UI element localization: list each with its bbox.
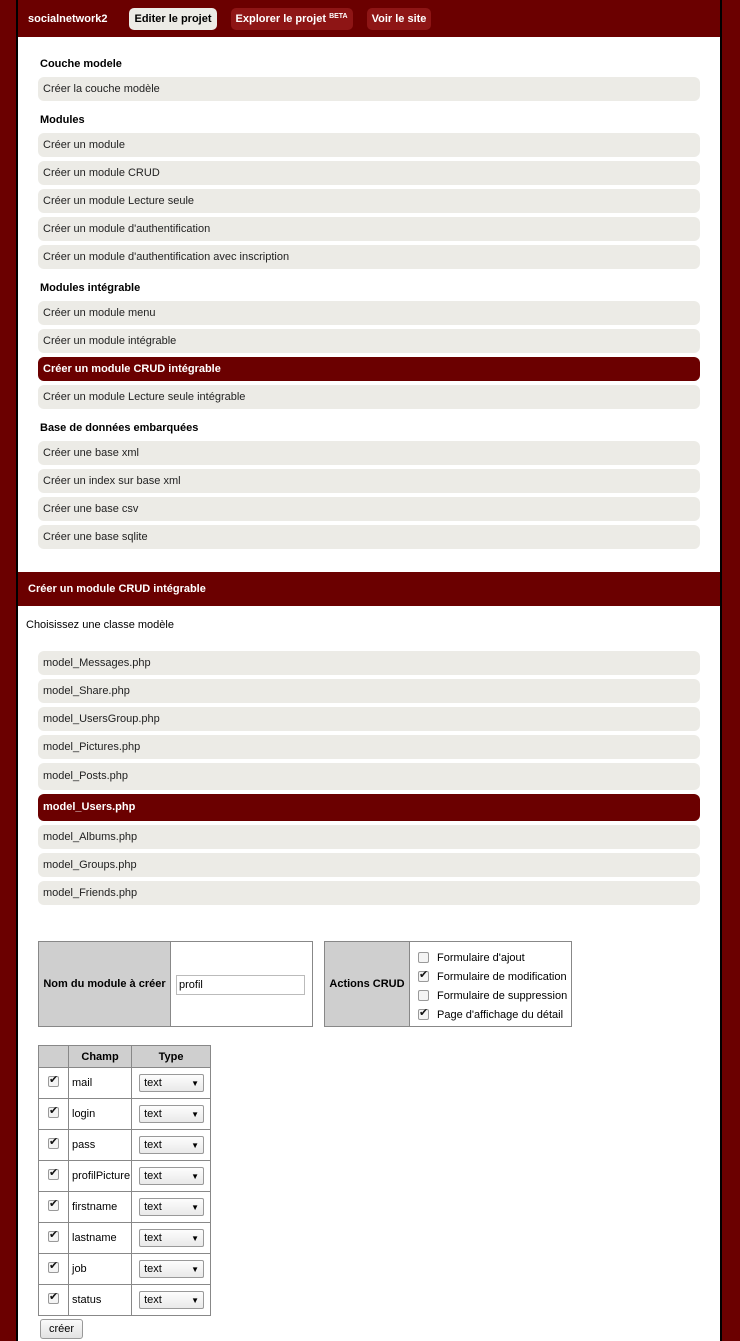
field-name: firstname	[69, 1192, 132, 1223]
dropdown-arrow-icon: ▼	[191, 1233, 200, 1243]
field-type-value: text	[144, 1077, 162, 1089]
menu-item[interactable]: Créer une base sqlite	[38, 525, 700, 549]
field-row	[39, 1223, 211, 1254]
crud-actions-box	[324, 941, 572, 1027]
crud-option-label: Formulaire de modification	[437, 970, 567, 983]
field-type-value: text	[144, 1201, 162, 1213]
model-class-item[interactable]: model_Groups.php	[38, 853, 700, 877]
field-row	[39, 1068, 211, 1099]
field-name: status	[69, 1285, 132, 1316]
crud-option[interactable]	[418, 986, 571, 1005]
crud-checkbox[interactable]	[418, 952, 429, 963]
dropdown-arrow-icon: ▼	[191, 1109, 200, 1119]
crud-checkbox[interactable]	[418, 971, 429, 982]
field-checkbox[interactable]	[48, 1138, 59, 1149]
select-column-header	[39, 1046, 69, 1068]
field-checkbox[interactable]	[48, 1262, 59, 1273]
dropdown-arrow-icon: ▼	[191, 1202, 200, 1212]
dropdown-arrow-icon: ▼	[191, 1295, 200, 1305]
field-select-cell	[39, 1285, 69, 1316]
menu-item[interactable]: Créer un module Lecture seule	[38, 189, 700, 213]
explore-project-button[interactable]	[231, 8, 353, 30]
field-checkbox[interactable]	[48, 1293, 59, 1304]
dropdown-arrow-icon: ▼	[191, 1078, 200, 1088]
crud-option-label: Formulaire d'ajout	[437, 951, 525, 964]
module-name-box	[38, 941, 313, 1027]
field-type-value: text	[144, 1232, 162, 1244]
field-type-select[interactable]	[139, 1198, 204, 1216]
field-type-cell	[132, 1223, 211, 1254]
builder-menu	[18, 37, 720, 565]
field-select-cell	[39, 1223, 69, 1254]
explore-project-label: Explorer le projet	[235, 12, 326, 25]
field-type-cell	[132, 1192, 211, 1223]
menu-item[interactable]: Créer un module	[38, 133, 700, 157]
field-name: pass	[69, 1130, 132, 1161]
module-name-cell	[171, 942, 312, 1026]
field-name: profilPicture	[69, 1161, 132, 1192]
field-type-cell	[132, 1099, 211, 1130]
field-name: mail	[69, 1068, 132, 1099]
field-type-select[interactable]	[139, 1291, 204, 1309]
field-select-cell	[39, 1130, 69, 1161]
crud-option-label: Formulaire de suppression	[437, 989, 568, 1002]
field-type-select[interactable]	[139, 1167, 204, 1185]
menu-section-title: Modules	[40, 114, 85, 126]
module-name-label: Nom du module à créer	[39, 942, 171, 1026]
type-column-header: Type	[132, 1046, 211, 1068]
model-class-item[interactable]: model_Messages.php	[38, 651, 700, 675]
menu-item[interactable]: Créer la couche modèle	[38, 77, 700, 101]
field-type-select[interactable]	[139, 1229, 204, 1247]
model-class-item[interactable]: model_Users.php	[38, 794, 700, 821]
crud-options	[410, 942, 571, 1026]
menu-item[interactable]: Créer une base xml	[38, 441, 700, 465]
field-row	[39, 1285, 211, 1316]
field-type-select[interactable]	[139, 1136, 204, 1154]
class-prompt: Choisissez une classe modèle	[26, 619, 174, 631]
beta-badge: BETA	[329, 12, 348, 20]
field-column-header: Champ	[69, 1046, 132, 1068]
project-name: socialnetwork2	[28, 12, 108, 25]
field-type-value: text	[144, 1170, 162, 1182]
field-name: login	[69, 1099, 132, 1130]
field-select-cell	[39, 1161, 69, 1192]
field-row	[39, 1254, 211, 1285]
crud-checkbox[interactable]	[418, 1009, 429, 1020]
field-checkbox[interactable]	[48, 1107, 59, 1118]
menu-item[interactable]: Créer un module d'authentification avec inscription	[38, 245, 700, 269]
crud-option-label: Page d'affichage du détail	[437, 1008, 564, 1021]
module-form	[18, 909, 720, 1335]
model-class-list	[18, 639, 720, 905]
crud-option[interactable]	[418, 948, 571, 967]
field-checkbox[interactable]	[48, 1231, 59, 1242]
dropdown-arrow-icon: ▼	[191, 1264, 200, 1274]
menu-item[interactable]: Créer un index sur base xml	[38, 469, 700, 493]
menu-item[interactable]: Créer un module d'authentification	[38, 217, 700, 241]
field-row	[39, 1099, 211, 1130]
field-checkbox[interactable]	[48, 1200, 59, 1211]
field-name: job	[69, 1254, 132, 1285]
field-row	[39, 1130, 211, 1161]
model-class-item[interactable]: model_Posts.php	[38, 763, 700, 790]
menu-item[interactable]: Créer un module CRUD	[38, 161, 700, 185]
crud-checkbox[interactable]	[418, 990, 429, 1001]
view-site-button[interactable]: Voir le site	[367, 8, 432, 30]
app-frame	[16, 0, 722, 1341]
field-type-cell	[132, 1161, 211, 1192]
edit-project-button[interactable]: Editer le projet	[129, 8, 216, 30]
field-type-value: text	[144, 1108, 162, 1120]
field-select-cell	[39, 1254, 69, 1285]
field-type-value: text	[144, 1294, 162, 1306]
model-class-item[interactable]: model_Albums.php	[38, 825, 700, 849]
field-select-cell	[39, 1099, 69, 1130]
field-checkbox[interactable]	[48, 1076, 59, 1087]
menu-item[interactable]: Créer un module CRUD intégrable	[38, 357, 700, 381]
menu-section-title: Base de données embarquées	[40, 422, 199, 434]
fields-table	[38, 1045, 211, 1316]
field-type-select[interactable]	[139, 1260, 204, 1278]
field-type-cell	[132, 1130, 211, 1161]
crud-option[interactable]	[418, 1005, 571, 1024]
field-checkbox[interactable]	[48, 1169, 59, 1180]
field-type-value: text	[144, 1263, 162, 1275]
fields-header-row	[39, 1046, 211, 1068]
menu-section-title: Modules intégrable	[40, 282, 141, 294]
field-name: lastname	[69, 1223, 132, 1254]
field-select-cell	[39, 1068, 69, 1099]
field-row	[39, 1161, 211, 1192]
create-button[interactable]: créer	[40, 1319, 83, 1339]
field-row	[39, 1192, 211, 1223]
top-navbar	[18, 0, 720, 37]
crud-option[interactable]	[418, 967, 571, 986]
model-class-item[interactable]: model_UsersGroup.php	[38, 707, 700, 731]
panel-title: Créer un module CRUD intégrable	[18, 572, 720, 606]
field-type-select[interactable]	[139, 1105, 204, 1123]
field-type-value: text	[144, 1139, 162, 1151]
model-class-item[interactable]: model_Pictures.php	[38, 735, 700, 759]
menu-item[interactable]: Créer un module Lecture seule intégrable	[38, 385, 700, 409]
menu-section-title: Couche modele	[40, 58, 122, 70]
field-type-cell	[132, 1285, 211, 1316]
dropdown-arrow-icon: ▼	[191, 1171, 200, 1181]
model-class-item[interactable]: model_Share.php	[38, 679, 700, 703]
field-select-cell	[39, 1192, 69, 1223]
crud-actions-label: Actions CRUD	[325, 942, 410, 1026]
model-class-item[interactable]: model_Friends.php	[38, 881, 700, 905]
field-type-cell	[132, 1068, 211, 1099]
menu-item[interactable]: Créer un module menu	[38, 301, 700, 325]
field-type-cell	[132, 1254, 211, 1285]
menu-item[interactable]: Créer une base csv	[38, 497, 700, 521]
dropdown-arrow-icon: ▼	[191, 1140, 200, 1150]
module-name-input[interactable]	[176, 975, 305, 995]
field-type-select[interactable]	[139, 1074, 204, 1092]
menu-item[interactable]: Créer un module intégrable	[38, 329, 700, 353]
